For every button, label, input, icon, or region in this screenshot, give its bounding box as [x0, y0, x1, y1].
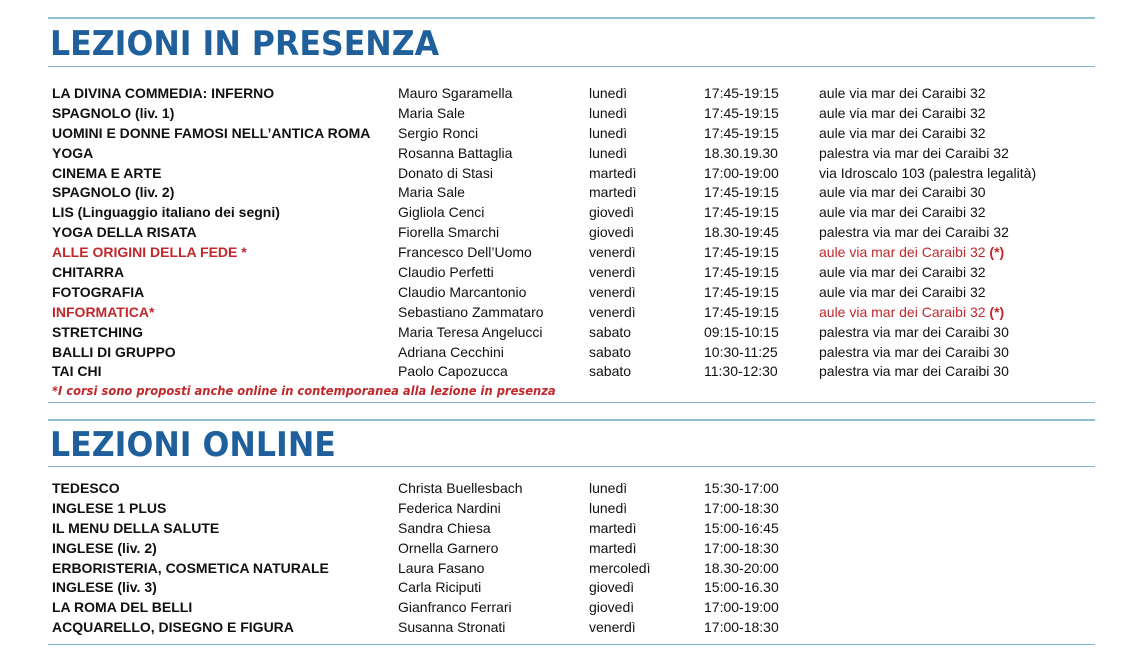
time-slot: 17:45-19:15 — [704, 184, 779, 201]
table-row — [52, 361, 1112, 381]
day-of-week: venerdì — [589, 619, 636, 636]
time-slot: 11:30-12:30 — [704, 363, 778, 380]
location: aule via mar dei Caraibi 32 — [819, 264, 986, 281]
online-footnote: *I corsi sono proposti anche online in contemporanea alla lezione in presenza — [52, 383, 556, 398]
course-name: TEDESCO — [52, 480, 120, 496]
day-of-week: venerdì — [589, 283, 636, 300]
location — [819, 242, 1004, 262]
section-title-in-presenza: LEZIONI IN PRESENZA — [50, 24, 440, 64]
table-row — [52, 83, 1112, 103]
teacher-name: Claudio Perfetti — [398, 264, 494, 281]
course-name: CINEMA E ARTE — [52, 164, 162, 181]
table-row — [52, 222, 1112, 242]
location: aule via mar dei Caraibi 30 — [819, 184, 986, 201]
time-slot: 17:45-19:15 — [704, 283, 779, 300]
table-row — [52, 558, 1112, 578]
time-slot: 17:45-19:15 — [704, 264, 779, 281]
day-of-week: lunedì — [589, 124, 628, 141]
course-name: IL MENU DELLA SALUTE — [52, 519, 220, 536]
day-of-week: venerdì — [589, 264, 636, 281]
table-row — [52, 577, 1112, 597]
title-underline-in-presenza — [48, 66, 1095, 67]
in-presenza-table — [52, 83, 1112, 381]
teacher-name: Gianfranco Ferrari — [398, 599, 512, 616]
bottom-rule — [48, 644, 1095, 645]
course-name: SPAGNOLO (liv. 1) — [52, 104, 175, 121]
day-of-week: martedì — [589, 184, 637, 201]
teacher-name: Maria Sale — [398, 104, 465, 121]
teacher-name: Sandra Chiesa — [398, 519, 491, 536]
teacher-name: Francesco Dell’Uomo — [398, 244, 532, 261]
day-of-week: lunedì — [589, 499, 628, 516]
course-name: INGLESE 1 PLUS — [52, 499, 167, 516]
teacher-name: Ornella Garnero — [398, 539, 499, 556]
day-of-week: martedì — [589, 164, 637, 181]
time-slot: 10:30-11:25 — [704, 343, 778, 360]
day-of-week: giovedì — [589, 579, 635, 596]
table-row — [52, 302, 1112, 322]
teacher-name: Mauro Sgaramella — [398, 85, 513, 101]
time-slot: 17:00-18:30 — [704, 539, 779, 556]
day-of-week: lunedì — [589, 104, 628, 121]
location: aule via mar dei Caraibi 32 — [819, 204, 986, 221]
time-slot: 18.30-19:45 — [704, 224, 779, 241]
day-of-week: lunedì — [589, 144, 628, 161]
location: palestra via mar dei Caraibi 30 — [819, 323, 1009, 340]
table-row — [52, 103, 1112, 123]
course-name: INGLESE (liv. 2) — [52, 539, 157, 556]
table-row — [52, 143, 1112, 163]
table-row — [52, 538, 1112, 558]
day-of-week: sabato — [589, 343, 632, 360]
time-slot: 15:00-16:45 — [704, 519, 779, 536]
course-name: UOMINI E DONNE FAMOSI NELL’ANTICA ROMA — [52, 124, 371, 141]
course-name: ACQUARELLO, DISEGNO E FIGURA — [52, 619, 294, 636]
time-slot: 17:00-18:30 — [704, 499, 779, 516]
time-slot: 17:45-19:15 — [704, 303, 779, 320]
course-name: ALLE ORIGINI DELLA FEDE * — [52, 244, 247, 261]
online-top-rule — [48, 419, 1095, 421]
teacher-name: Donato di Stasi — [398, 164, 493, 181]
teacher-name: Maria Teresa Angelucci — [398, 323, 543, 340]
online-table — [52, 478, 1112, 637]
teacher-name: Adriana Cecchini — [398, 343, 504, 360]
table-row — [52, 478, 1112, 498]
location-text: aule via mar dei Caraibi 32 — [819, 244, 990, 261]
time-slot: 17:45-19:15 — [704, 85, 779, 101]
time-slot: 15:30-17:00 — [704, 480, 779, 496]
day-of-week: venerdì — [589, 303, 636, 320]
table-row — [52, 123, 1112, 143]
location-text: aule via mar dei Caraibi 32 — [819, 303, 990, 320]
table-row — [52, 182, 1112, 202]
course-name: INFORMATICA* — [52, 303, 155, 320]
location: via Idroscalo 103 (palestra legalità) — [819, 164, 1037, 181]
section-divider — [48, 402, 1095, 403]
time-slot: 17:00-19:00 — [704, 599, 779, 616]
top-rule — [48, 17, 1095, 19]
table-row — [52, 242, 1112, 262]
location — [819, 302, 1004, 322]
time-slot: 15:00-16.30 — [704, 579, 779, 596]
online-mark: (*) — [989, 244, 1005, 261]
location: palestra via mar dei Caraibi 32 — [819, 224, 1009, 241]
table-row — [52, 282, 1112, 302]
location: palestra via mar dei Caraibi 30 — [819, 363, 1009, 380]
teacher-name: Federica Nardini — [398, 499, 501, 516]
table-row — [52, 202, 1112, 222]
day-of-week: lunedì — [589, 85, 628, 101]
teacher-name: Susanna Stronati — [398, 619, 506, 636]
course-name: YOGA DELLA RISATA — [52, 224, 197, 241]
time-slot: 18.30.19.30 — [704, 144, 778, 161]
teacher-name: Maria Sale — [398, 184, 465, 201]
day-of-week: sabato — [589, 363, 632, 380]
course-name: CHITARRA — [52, 264, 125, 281]
day-of-week: giovedì — [589, 224, 635, 241]
time-slot: 17:45-19:15 — [704, 124, 779, 141]
day-of-week: martedì — [589, 519, 637, 536]
teacher-name: Gigliola Cenci — [398, 204, 485, 221]
table-row — [52, 322, 1112, 342]
location: aule via mar dei Caraibi 32 — [819, 85, 986, 101]
course-name: INGLESE (liv. 3) — [52, 579, 157, 596]
location: aule via mar dei Caraibi 32 — [819, 124, 986, 141]
day-of-week: lunedì — [589, 480, 628, 496]
time-slot: 17:45-19:15 — [704, 104, 779, 121]
teacher-name: Carla Riciputi — [398, 579, 482, 596]
table-row — [52, 262, 1112, 282]
time-slot: 17:00-19:00 — [704, 164, 779, 181]
table-row — [52, 342, 1112, 362]
section-title-online: LEZIONI ONLINE — [50, 425, 336, 465]
time-slot: 09:15-10:15 — [704, 323, 779, 340]
time-slot: 17:45-19:15 — [704, 204, 779, 221]
location: aule via mar dei Caraibi 32 — [819, 104, 986, 121]
location: palestra via mar dei Caraibi 32 — [819, 144, 1009, 161]
title-underline-online — [48, 466, 1095, 467]
teacher-name: Sergio Ronci — [398, 124, 479, 141]
time-slot: 17:45-19:15 — [704, 244, 779, 261]
table-row — [52, 498, 1112, 518]
day-of-week: giovedì — [589, 599, 635, 616]
day-of-week: martedì — [589, 539, 637, 556]
time-slot: 17:00-18:30 — [704, 619, 779, 636]
location: palestra via mar dei Caraibi 30 — [819, 343, 1009, 360]
teacher-name: Laura Fasano — [398, 559, 485, 576]
teacher-name: Fiorella Smarchi — [398, 224, 500, 241]
day-of-week: giovedì — [589, 204, 635, 221]
day-of-week: venerdì — [589, 244, 636, 261]
day-of-week: mercoledì — [589, 559, 651, 576]
teacher-name: Rosanna Battaglia — [398, 144, 513, 161]
table-row — [52, 518, 1112, 538]
course-name: TAI CHI — [52, 363, 102, 380]
course-name: LA DIVINA COMMEDIA: INFERNO — [52, 85, 275, 101]
teacher-name: Paolo Capozucca — [398, 363, 508, 380]
course-name: LIS (Linguaggio italiano dei segni) — [52, 204, 280, 221]
course-name: YOGA — [52, 144, 94, 161]
course-name: BALLI DI GRUPPO — [52, 343, 176, 360]
course-name: LA ROMA DEL BELLI — [52, 599, 193, 616]
teacher-name: Claudio Marcantonio — [398, 283, 527, 300]
table-row — [52, 163, 1112, 183]
teacher-name: Christa Buellesbach — [398, 480, 523, 496]
location: aule via mar dei Caraibi 32 — [819, 283, 986, 300]
time-slot: 18.30-20:00 — [704, 559, 779, 576]
course-name: FOTOGRAFIA — [52, 283, 145, 300]
course-name: ERBORISTERIA, COSMETICA NATURALE — [52, 559, 329, 576]
teacher-name: Sebastiano Zammataro — [398, 303, 544, 320]
table-row — [52, 617, 1112, 637]
table-row — [52, 597, 1112, 617]
course-name: STRETCHING — [52, 323, 143, 340]
online-mark: (*) — [989, 303, 1005, 320]
day-of-week: sabato — [589, 323, 632, 340]
course-name: SPAGNOLO (liv. 2) — [52, 184, 175, 201]
